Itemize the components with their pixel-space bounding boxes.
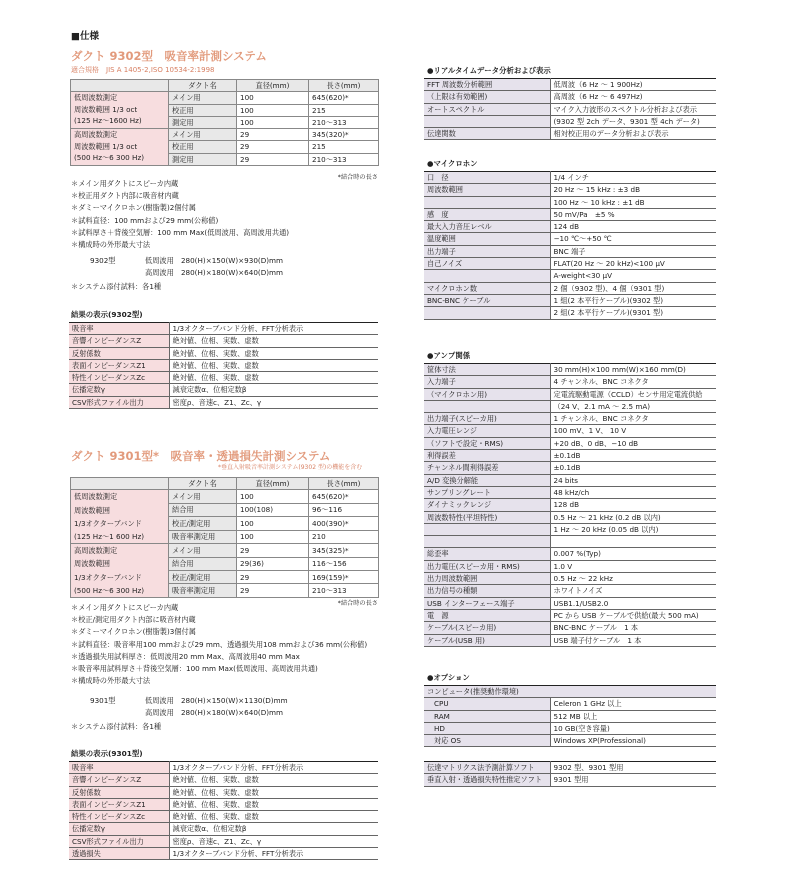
table-cell: 測定用 [169,116,237,128]
spec-value [550,536,716,548]
table-cell: 210～313 [309,584,379,597]
spec-value: 定電流駆動電源（CCLD）センサ用定電流供給 [550,388,716,400]
spec-value: 9302 型、9301 型用 [550,762,716,774]
result-value: 絶対値、位相、実数、虚数 [169,798,378,810]
spec-label: HD [424,722,550,734]
spec-label: 入力端子 [424,376,550,388]
result-value: 絶対値、位相、実数、虚数 [169,347,378,359]
table-cell: 29 [237,141,309,153]
result-name: 特性インピーダンスZc [69,372,169,384]
spec-value: 128 dB [550,499,716,511]
spec-label: サンプリングレート [424,486,550,498]
spec-value: 1.0 V [550,560,716,572]
results-9302-title: 結果の表示(9302型) [71,310,143,319]
result-value: 絶対値、位相、実数、虚数 [169,335,378,347]
spec-label: マイクロホン数 [424,282,550,294]
spec-label: 対応 OS [424,735,550,747]
spec-label: 出力信号の種類 [424,585,550,597]
table-cell: 100(108) [237,503,309,516]
spec-value: +20 dB、0 dB、−10 dB [550,437,716,449]
note-item: ＊吸音率用試料厚さ＋背後空気層：100 mm Max(低周波用、高周波用共通) [71,663,318,673]
spec-label: 伝達関数 [424,128,550,140]
spec-label: 出力電圧(スピーカ用・RMS) [424,560,550,572]
dims-label: 高周波用 [145,708,174,718]
amp-table [424,363,716,647]
spec-value: 1/4 インチ [550,172,716,184]
spec-value: −10 ℃～+50 ℃ [550,233,716,245]
note-item: ＊試料厚さ＋背後空気層：100 mm Max(低周波用、高周波用共通) [71,227,290,237]
table-cell: 29 [237,129,309,141]
group-label: (125 Hz～1600 Hz) [74,116,142,126]
option-title: ●オプション [427,673,470,682]
result-name: 音響インピーダンスZ [69,774,169,786]
spec-value: 0.5 Hz ～ 21 kHz (0.2 dB 以内) [550,511,716,523]
duct-9302-notes [71,180,289,253]
table-cell: 169(159)* [309,571,379,584]
spec-value: （24 V、2.1 mA ～ 2.5 mA) [550,400,716,412]
spec-label: RAM [424,710,550,722]
spec-label: （上限は有効範囲) [424,91,550,103]
spec-label: 電 源 [424,609,550,621]
software-table [424,761,716,787]
amp-title: ●アンプ関係 [427,351,471,360]
pc-label: コンピュータ(推奨動作環境) [424,686,716,698]
spec-label: 出力端子 [424,245,550,257]
result-value: 絶対値、位相、実数、虚数 [169,811,378,823]
spec-label: 周波数範囲 [424,184,550,196]
note-item: ＊透過損失用試料厚さ：低周波用20 mm Max、高周波用40 mm Max [71,651,300,661]
note-item: ＊試料直径：100 mmおよび29 mm(公称値) [71,215,219,225]
spec-label: 筐体寸法 [424,364,550,376]
spec-value: ±0.1dB [550,462,716,474]
dims-value: 280(H)×180(W)×640(D)mm [180,708,284,718]
spec-label: オートスペクトル [424,103,550,115]
spec-value: 低周波（6 Hz ～ 1 900Hz) [550,79,716,91]
spec-label: 最大入力音圧レベル [424,221,550,233]
result-value: 密度ρ、音速c、Z1、Zc、γ [169,835,378,847]
spec-value: 1 チャンネル、BNC コネクタ [550,413,716,425]
result-name: 表面インピーダンスZ1 [69,798,169,810]
accessory-note: ＊システム添付試料：各1種 [71,722,162,731]
spec-value: 10 GB(空き容量) [550,722,716,734]
spec-label: 自己ノイズ [424,258,550,270]
table-cell: メイン用 [169,92,237,104]
table-cell: メイン用 [169,490,237,503]
table-cell: 215 [309,141,379,153]
col-header: 直径(mm) [237,478,309,490]
spec-value: 4 チャンネル、BNC コネクタ [550,376,716,388]
table-cell: 吸音率測定用 [169,584,237,597]
table-cell: 校正用 [169,141,237,153]
spec-value: 相対校正用のデータ分析および表示 [550,128,716,140]
dims-value: 280(H)×150(W)×1130(D)mm [180,696,288,705]
realtime-title: ●リアルタイムデータ分析および表示 [427,66,551,75]
table-cell: 測定用 [169,153,237,165]
table-cell: 結合用 [169,503,237,516]
spec-label [424,196,550,208]
dims-list [145,257,283,281]
table-cell: 29 [237,584,309,597]
result-name: 反射係数 [69,347,169,359]
group-label: 低周波数測定 [74,492,118,502]
col-header: 直径(mm) [237,80,309,92]
group-label: 周波数範囲 [74,559,110,569]
results-9301-title: 結果の表示(9301型) [71,749,143,758]
result-name: 表面インピーダンスZ1 [69,359,169,371]
result-value: 減衰定数α、位相定数β [169,384,378,396]
col-header: ダクト名 [169,478,237,490]
col-header: 長さ(mm) [309,478,379,490]
table-cell: 29(36) [237,557,309,570]
result-name: 伝播定数γ [69,823,169,835]
group-label: (500 Hz～6 300 Hz) [74,585,145,595]
note-item: ＊ダミーマイクロホン(樹脂製)2個付属 [71,203,196,213]
dims-list [145,697,288,721]
spec-label: （ソフトで設定・RMS) [424,437,550,449]
spec-value: 20 Hz ～ 15 kHz : ±3 dB [550,184,716,196]
spec-value: 0.5 Hz ～ 22 kHz [550,573,716,585]
realtime-table [424,78,716,140]
table-cell: 345(325)* [309,544,379,557]
result-value: 1/3オクターブバンド分析、FFT分析表示 [169,762,378,774]
result-name: 吸音率 [69,762,169,774]
duct-9302-title: ダクト 9302型 吸音率計測システム [71,49,267,63]
result-value: 絶対値、位相、実数、虚数 [169,774,378,786]
spec-value: BNC-BNC ケーブル 1 本 [550,622,716,634]
option-table [424,685,716,747]
table-cell: 29 [237,571,309,584]
spec-value: USB 端子付ケーブル 1 本 [550,634,716,646]
col-header: ダクト名 [169,80,237,92]
result-name: 伝播定数γ [69,384,169,396]
table-cell: 96～116 [309,503,379,516]
spec-value: 124 dB [550,221,716,233]
accessory-note: ＊システム添付試料：各1種 [71,282,162,291]
spec-value: 2 組(2 本平行ケーブル)(9301 型) [550,307,716,319]
mic-title: ●マイクロホン [427,159,478,168]
table-cell: 210～313 [309,153,379,165]
table-cell: 校正用 [169,104,237,116]
group-label: 周波数範囲 1/3 oct [74,141,138,151]
result-value: 絶対値、位相、実数、虚数 [169,359,378,371]
spec-label: （マイクロホン用) [424,388,550,400]
spec-value: 0.007 %(Typ) [550,548,716,560]
spec-value: 9301 型用 [550,774,716,786]
dims-value: 280(H)×180(W)×640(D)mm [180,268,284,278]
result-name: CSV形式ファイル出力 [69,396,169,408]
note-item: ＊校正/測定用ダクト内部に吸音材内蔵 [71,615,196,625]
table-cell: 210 [309,530,379,543]
spec-label: 感 度 [424,208,550,220]
spec-label: 垂直入射・透過損失特性推定ソフト [424,774,550,786]
spec-label: ケーブル(スピーカ用) [424,622,550,634]
dims-model: 9301型 [90,696,116,705]
spec-label: A/D 変換分解能 [424,474,550,486]
result-value: 密度ρ、音速c、Z1、Zc、γ [169,396,378,408]
result-value: 1/3オクターブバンド分析、FFT分析表示 [169,323,378,335]
result-value: 絶対値、位相、実数、虚数 [169,372,378,384]
dims-label: 高周波用 [145,268,174,278]
table-cell: 345(320)* [309,129,379,141]
table-cell: 215 [309,104,379,116]
length-note: *結合時の長さ [337,174,378,181]
spec-value: 1 Hz ～ 20 kHz (0.05 dB 以内) [550,523,716,535]
spec-label: 口 径 [424,172,550,184]
table-cell: 400(390)* [309,517,379,530]
result-name: CSV形式ファイル出力 [69,835,169,847]
spec-label [424,400,550,412]
note-item: ＊メイン用ダクトにスピーカ内蔵 [71,603,179,612]
table-cell: 100 [237,530,309,543]
spec-label: 総歪率 [424,548,550,560]
result-name: 吸音率 [69,323,169,335]
dims-value: 280(H)×150(W)×930(D)mm [180,256,284,265]
group-label: 高周波数測定 [74,130,118,140]
table-cell: 100 [237,116,309,128]
dims-model: 9302型 [90,256,116,265]
result-value: 絶対値、位相、実数、虚数 [169,786,378,798]
group-label: (500 Hz～6 300 Hz) [74,153,145,163]
spec-value: 高周波（6 Hz ～ 6 497Hz) [550,91,716,103]
note-item: ＊試料直径：吸音率用100 mmおよび29 mm、透過損失用108 mmおよび36 mm(公称値) [71,639,368,649]
spec-value: A-weight<30 μV [550,270,716,282]
spec-label: 利得誤差 [424,450,550,462]
duct-9301-table [70,477,379,598]
mic-table [424,171,716,320]
spec-value: 2 個（9302 型)、4 個（9301 型) [550,282,716,294]
spec-label [424,307,550,319]
duct-9302-table [70,79,379,166]
spec-value: 30 mm(H)×100 mm(W)×160 mm(D) [550,364,716,376]
spec-label: CPU [424,698,550,710]
results-9301-table [69,761,378,860]
note-item: ＊構成時の外形最大寸法 [71,676,151,686]
group-label: 周波数範囲 [74,505,110,515]
spec-value: BNC 端子 [550,245,716,257]
table-cell: 校正/測定用 [169,571,237,584]
spec-label: 周波数特性(平坦特性) [424,511,550,523]
spec-value: USB1.1/USB2.0 [550,597,716,609]
result-name: 音響インピーダンスZ [69,335,169,347]
result-name: 反射係数 [69,786,169,798]
spec-label: 出力周波数範囲 [424,573,550,585]
duct-9302-standard: 適合規格 JIS A 1405-2,ISO 10534-2:1998 [71,66,215,74]
table-cell: 29 [237,544,309,557]
spec-heading: ■仕様 [71,31,99,42]
spec-value: 100 Hz ～ 10 kHz : ±1 dB [550,196,716,208]
spec-value: 50 mV/Pa ±5 % [550,208,716,220]
spec-value: ±0.1dB [550,450,716,462]
spec-value: (9302 型 2ch データ、9301 型 4ch データ) [550,115,716,127]
group-label: (125 Hz～1 600 Hz) [74,531,145,541]
duct-9301-subtitle: *垂直入射吸音率計測システム(9302 型)の機能を含む [218,464,363,471]
group-label: 1/3オクターブバンド [74,518,142,528]
spec-label: チャンネル間利得誤差 [424,462,550,474]
result-value: 1/3オクターブバンド分析、FFT分析表示 [169,848,378,860]
note-item: ＊メイン用ダクトにスピーカ内蔵 [71,179,179,188]
table-cell: 100 [237,517,309,530]
note-item: ＊構成時の外形最大寸法 [71,239,151,249]
spec-value: Windows XP(Professional) [550,735,716,747]
spec-label [424,536,550,548]
table-cell: 校正/測定用 [169,517,237,530]
spec-label [424,270,550,282]
spec-label: 伝達マトリクス法予測計算ソフト [424,762,550,774]
spec-value: 24 bits [550,474,716,486]
spec-value: 512 MB 以上 [550,710,716,722]
spec-label: USB インターフェース端子 [424,597,550,609]
result-value: 減衰定数α、位相定数β [169,823,378,835]
spec-value: マイク入力波形のスペクトル分析および表示 [550,103,716,115]
spec-value: Celeron 1 GHz 以上 [550,698,716,710]
note-item: ＊ダミーマイクロホン(樹脂製)3個付属 [71,627,196,637]
spec-label [424,115,550,127]
spec-label: BNC-BNC ケーブル [424,294,550,306]
spec-value: ホワイトノイズ [550,585,716,597]
table-cell: 210～313 [309,116,379,128]
results-9302-table [69,322,378,409]
table-cell: メイン用 [169,129,237,141]
spec-value: 48 kHz/ch [550,486,716,498]
spec-label [424,523,550,535]
duct-9301-notes [71,604,367,689]
spec-value: 100 mV、1 V、 10 V [550,425,716,437]
spec-label: 入力電圧レンジ [424,425,550,437]
table-cell: 116～156 [309,557,379,570]
spec-value: 1 組(2 本平行ケーブル)(9302 型) [550,294,716,306]
group-label: 低周波数測定 [74,93,118,103]
spec-value: PC から USB ケーブルで供給(最大 500 mA) [550,609,716,621]
table-cell: 100 [237,490,309,503]
spec-label: FFT 周波数分析範囲 [424,79,550,91]
spec-label: ケーブル(USB 用) [424,634,550,646]
table-cell: 100 [237,92,309,104]
col-header: 長さ(mm) [309,80,379,92]
table-cell: 645(620)* [309,490,379,503]
group-label: 1/3オクターブバンド [74,572,142,582]
duct-9301-title: ダクト 9301型* 吸音率・透過損失計測システム [71,449,331,463]
result-name: 透過損失 [69,848,169,860]
spec-label: 出力端子(スピーカ用) [424,413,550,425]
group-label: 高周波数測定 [74,546,118,556]
spec-label: ダイナミックレンジ [424,499,550,511]
table-cell: 100 [237,104,309,116]
table-cell: メイン用 [169,544,237,557]
result-name: 特性インピーダンスZc [69,811,169,823]
group-label: 周波数範囲 1/3 oct [74,104,138,114]
spec-value: FLAT(20 Hz ～ 20 kHz)<100 μV [550,258,716,270]
length-note: *結合時の長さ [337,600,378,607]
note-item: ＊校正用ダクト内部に吸音材内蔵 [71,191,179,201]
table-cell: 29 [237,153,309,165]
spec-label: 温度範囲 [424,233,550,245]
table-cell: 吸音率測定用 [169,530,237,543]
dims-label: 低周波用 [145,256,174,265]
dims-label: 低周波用 [145,696,174,705]
table-cell: 結合用 [169,557,237,570]
table-cell: 645(620)* [309,92,379,104]
